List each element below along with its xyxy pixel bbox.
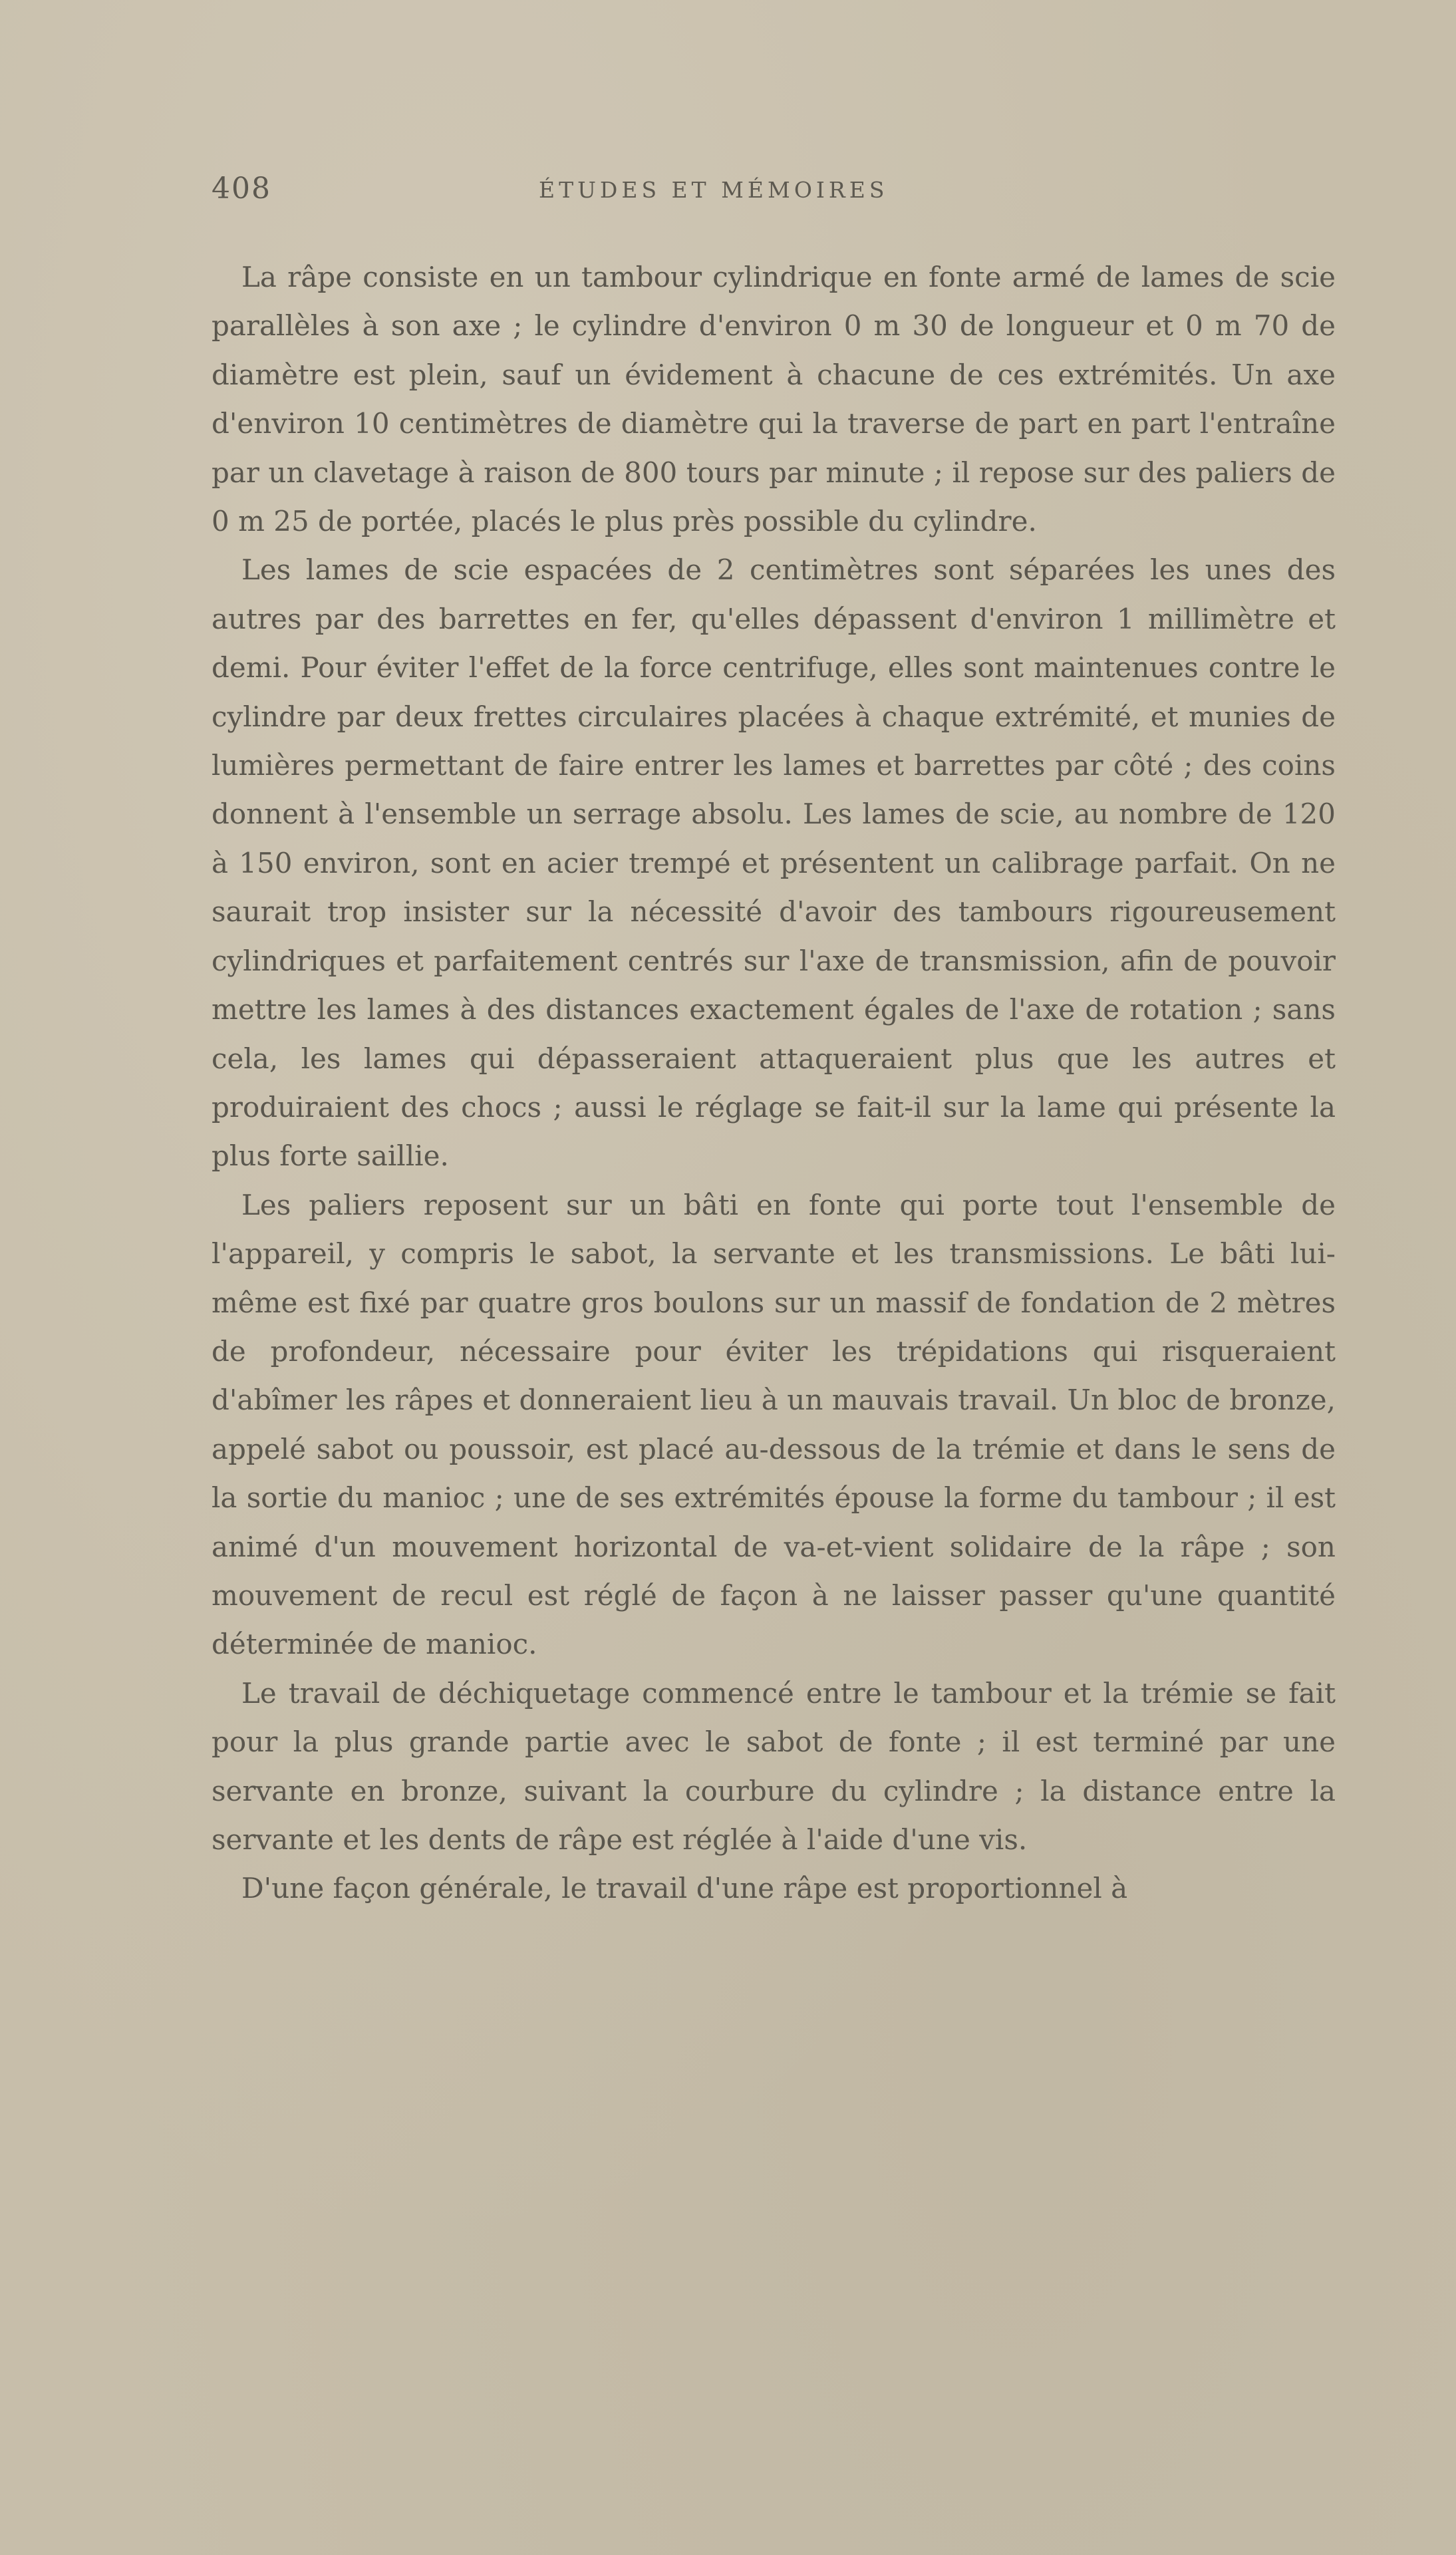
paragraph-2: Les lames de scie espacées de 2 centimètres sont séparées les unes des autres par des barrettes en fer, qu'elles dépassent d'environ 1 millimètre et demi. Pour éviter l'effet de la force centrifuge, elles sont maintenues contre le cylindre par deux frettes circulaires placées à chaque extrémité, et munies de lumières permettant de faire entrer les lames et barrettes par côté ; des coins donnent à l'ensemble un serrage absolu. Les lames de scie, au nombre de 120 à 150 environ, sont en acier trempé et présentent un calibrage parfait. On ne saurait trop insister sur la nécessité d'avoir des tambours rigoureusement cylindriques et parfaitement centrés sur l'axe de transmission, afin de pouvoir mettre les lames à des distances exactement égales de l'axe de rotation ; sans cela, les lames qui dépasseraient attaqueraient plus que les autres et produiraient des chocs ; aussi le réglage se fait-il sur la lame qui présente la plus forte saillie. [212, 553, 1336, 1173]
paragraph-5: D'une façon générale, le travail d'une râpe est proportionnel à [241, 1872, 1128, 1905]
paragraph-1: La râpe consiste en un tambour cylindrique en fonte armé de lames de scie parallèles à son axe ; le cylindre d'environ 0 m 30 de longueur et 0 m 70 de diamètre est plein, sauf un évidement à chacune de ces extrémités. Un axe d'environ 10 centimètres de diamètre qui la traverse de part en part l'entraîne par un clavetage à raison de 800 tours par minute ; il repose sur des paliers de 0 m 25 de portée, placés le plus près possible du cylindre. [212, 261, 1336, 538]
page-number: 408 [212, 172, 271, 206]
paragraph-4: Le travail de déchiquetage commencé entre le tambour et la trémie se fait pour la plus grande partie avec le sabot de fonte ; il est terminé par une servante en bronze, suivant la courbure du cylindre ; la distance entre la servante et les dents de râpe est réglée à l'aide d'une vis. [212, 1676, 1336, 1856]
body-text [212, 253, 1336, 1913]
page-header [212, 172, 1336, 212]
paragraph-3: Les paliers reposent sur un bâti en fonte qui porte tout l'ensemble de l'appareil, y compris le sabot, la servante et les transmissions. Le bâti lui-même est fixé par quatre gros boulons sur un massif de fondation de 2 mètres de profondeur, nécessaire pour éviter les trépidations qui risqueraient d'abîmer les râpes et donneraient lieu à un mauvais travail. Un bloc de bronze, appelé sabot ou poussoir, est placé au-dessous de la trémie et dans le sens de la sortie du manioc ; une de ses extrémités épouse la forme du tambour ; il est animé d'un mouvement horizontal de va-et-vient solidaire de la râpe ; son mouvement de recul est réglé de façon à ne laisser passer qu'une quantité déterminée de manioc. [212, 1188, 1336, 1661]
running-head: ÉTUDES ET MÉMOIRES [539, 177, 889, 203]
